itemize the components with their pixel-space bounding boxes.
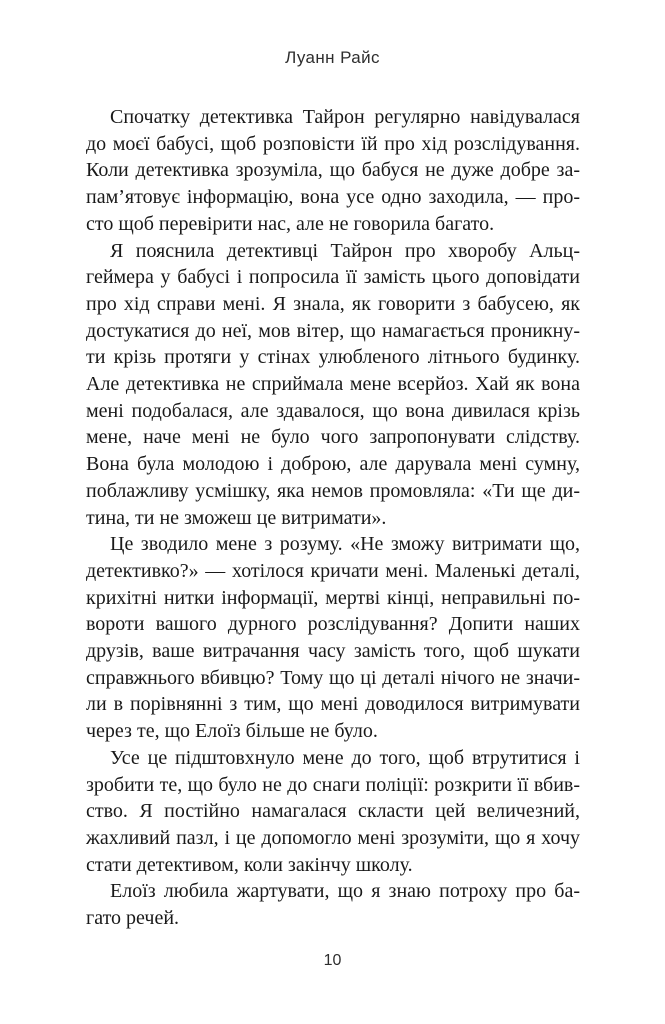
text-line: тина, ти не зможеш це витримати».: [86, 506, 387, 529]
paragraph: [86, 745, 580, 879]
text-line: справжнього вбивцю? Тому що ці деталі нічого не значи-: [86, 666, 580, 689]
text-line: ти крізь протяги у стінах улюбленого літнього будинку.: [86, 346, 580, 369]
text-line: Я пояснила детективці Тайрон про хворобу Альц-: [110, 239, 580, 262]
text-line: Спочатку детективка Тайрон регулярно навідувалася: [110, 106, 580, 128]
text-line: гато речей.: [86, 907, 180, 930]
text-line: Вона була молодою і доброю, але дарувала мені сумну,: [86, 453, 580, 476]
text-line: геймера у бабусі і попросила її замість цього доповідати: [86, 266, 580, 289]
text-line: достукатися до неї, мов вітер, що намагається проникну-: [86, 319, 580, 342]
text-line: стати детективом, коли закінчу школу.: [86, 853, 413, 876]
text-line: сто щоб перевірити нас, але не говорила багато.: [86, 212, 495, 235]
text-line: жахливий пазл, і це допомогло мені зрозуміти, що я хочу: [86, 826, 580, 849]
text-line: Це зводило мене з розуму. «Не зможу витримати що,: [110, 533, 580, 556]
text-line: Коли детективка зрозуміла, що бабуся не дуже добре за-: [86, 159, 580, 182]
text-line: вороти вашого дурного розслідування? Допити наших: [86, 613, 580, 636]
text-line: Але детективка не сприймала мене всерйоз. Хай як вона: [86, 373, 580, 396]
text-line: ство. Я постійно намагалася скласти цей величезний,: [86, 800, 580, 823]
text-line: через те, що Елоїз більше не було.: [86, 720, 378, 743]
text-line: ли в порівнянні з тим, що мені доводилося витримувати: [86, 693, 580, 716]
text-line: мені подобалася, але здавалося, що вона дивилася крізь: [86, 399, 580, 422]
text-line: Елоїз любила жартувати, що я знаю потроху про ба-: [110, 880, 580, 903]
running-header: Луанн Райс: [285, 48, 380, 67]
text-line: друзів, ваше витрачання часу замість того, щоб шукати: [86, 640, 580, 663]
page-number: 10: [323, 952, 342, 969]
paragraph: [86, 238, 580, 532]
text-line: Усе це підштовхнуло мене до того, щоб втрутитися і: [110, 746, 580, 769]
text-line: крихітні нитки інформації, мертві кінці, неправильні по-: [86, 586, 580, 609]
text-line: мене, наче мені не було чого запропонувати слідству.: [86, 426, 580, 449]
paragraph: [86, 878, 580, 931]
text-line: детективко?» — хотілося кричати мені. Маленькі деталі,: [86, 559, 580, 582]
paragraph: [86, 531, 580, 745]
body-text: [86, 104, 580, 932]
text-line: про хід справи мені. Я знала, як говорити з бабусею, як: [86, 292, 580, 315]
text-line: до моєї бабусі, щоб розповісти їй про хід розслідування.: [86, 132, 580, 155]
text-line: поблажливу усмішку, яка немов промовляла: «Ти ще ди-: [86, 479, 580, 502]
text-line: пам’ятовує інформацію, вона усе одно заходила, — про-: [86, 186, 580, 209]
paragraph: [86, 104, 580, 238]
text-line: зробити те, що було не до снаги поліції: розкрити її вбив-: [86, 773, 580, 796]
